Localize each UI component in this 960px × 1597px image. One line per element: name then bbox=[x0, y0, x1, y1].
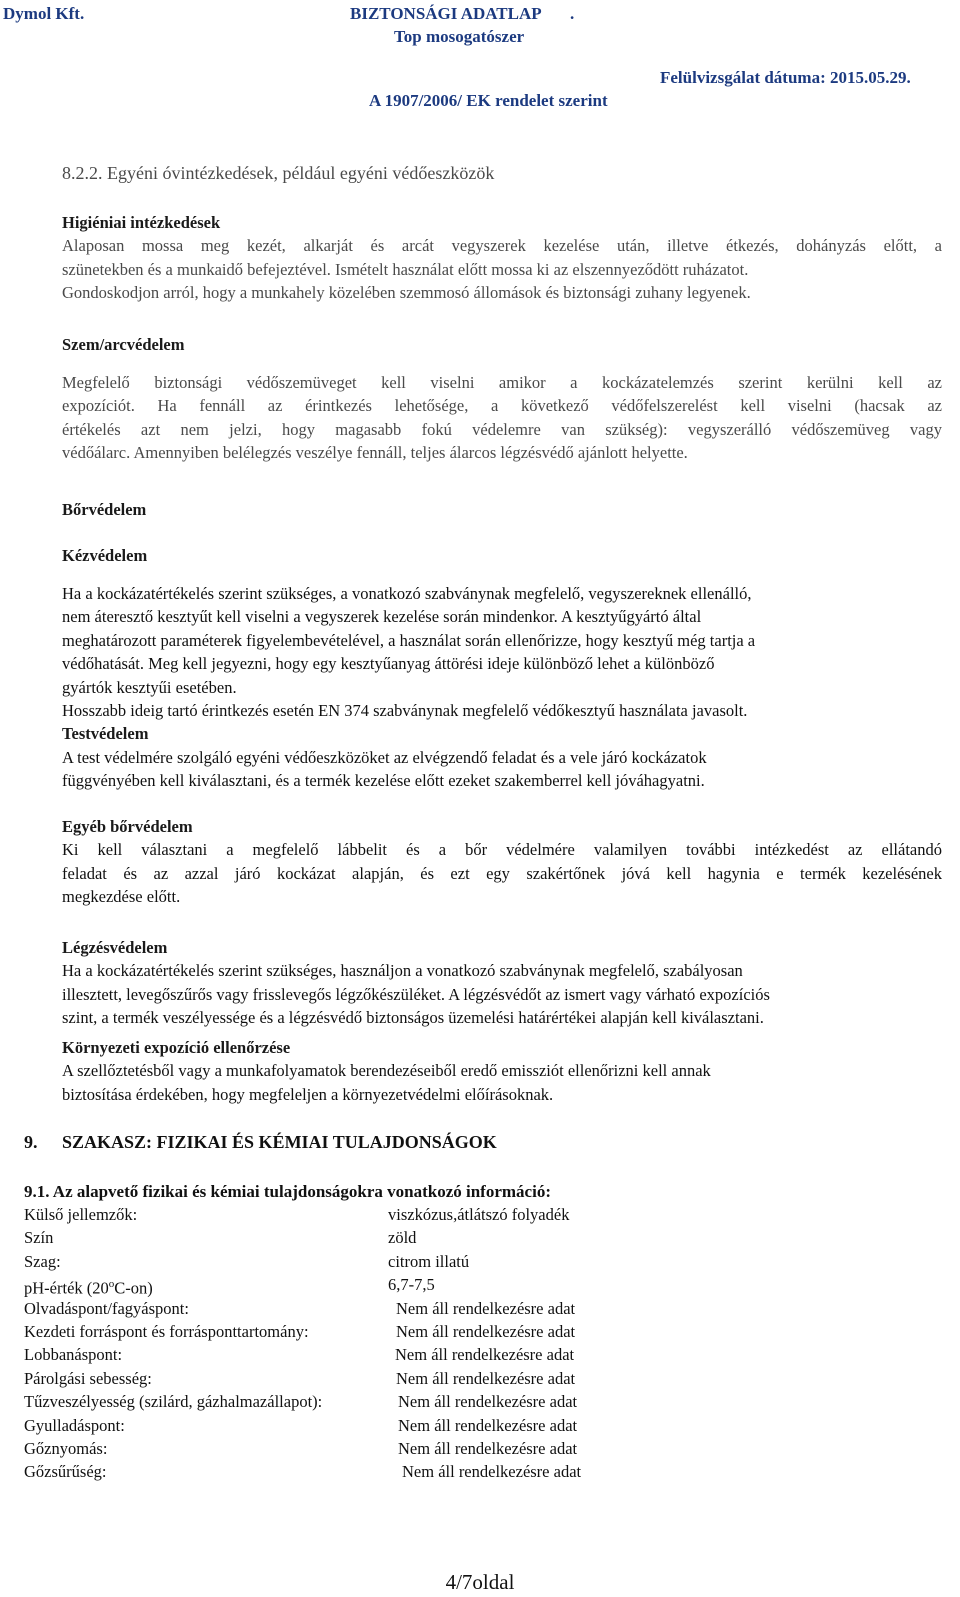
other-skin-block bbox=[62, 815, 942, 909]
eye-protection-text bbox=[62, 371, 942, 465]
section-8-2-2-heading-block bbox=[62, 162, 942, 185]
other-skin-line: Ki kell választani a megfelelő lábbelit és a bőr védelmére valamilyen további intézkedést az ellátandó bbox=[62, 840, 942, 860]
document-title: BIZTONSÁGI ADATLAP bbox=[350, 4, 542, 23]
hygiene-line: Gondoskodjon arról, hogy a munkahely közelében szemmosó állomások és biztonsági zuhany legyenek. bbox=[62, 283, 751, 303]
eye-protection-title: Szem/arcvédelem bbox=[62, 335, 185, 354]
property-label: Gőznyomás: bbox=[24, 1438, 108, 1458]
respiratory-line: illesztett, levegőszűrős vagy frisslevegős légzőkészüléket. A légzésvédőt az ismert vagy várható expozíciós bbox=[62, 984, 770, 1004]
section-9-1-heading-block bbox=[24, 1180, 924, 1203]
skin-protection-title: Bőrvédelem bbox=[62, 500, 147, 519]
hand-protection-text bbox=[62, 582, 942, 793]
property-label: Tűzveszélyesség (szilárd, gázhalmazállapot): bbox=[24, 1392, 323, 1412]
environmental-block bbox=[62, 1036, 942, 1106]
body-line: A test védelmére szolgáló egyéni védőeszközöket az elvégzendő feladat és a vele járó kockázatok bbox=[62, 747, 707, 767]
property-label: Kezdeti forráspont és forrásponttartomány: bbox=[24, 1321, 309, 1341]
hygiene-block bbox=[62, 211, 942, 305]
regulation-reference: A 1907/2006/ EK rendelet szerint bbox=[369, 91, 608, 110]
other-skin-line: megkezdése előtt. bbox=[62, 887, 181, 907]
property-row bbox=[24, 1367, 664, 1390]
section-9-1-heading: 9.1. Az alapvető fizikai és kémiai tulajdonságokra vonatkozó információ: bbox=[24, 1182, 551, 1201]
review-date: Felülvizsgálat dátuma: 2015.05.29. bbox=[660, 68, 911, 87]
page-number: 4/7oldal bbox=[445, 1570, 515, 1594]
other-skin-line: feladat és az azzal járó kockázat alapján, és ezt egy szakértőnek jóvá kell hagynia e termék kezelésének bbox=[62, 863, 942, 883]
hygiene-line: Alaposan mossa meg kezét, alkarját és arcát vegyszerek kezelése után, illetve étkezés, dohányzás előtt, a bbox=[62, 236, 942, 256]
property-value: zöld bbox=[388, 1228, 417, 1248]
property-value: Nem áll rendelkezésre adat bbox=[396, 1368, 576, 1388]
hand-protection-title: Kézvédelem bbox=[62, 546, 148, 565]
property-value: Nem áll rendelkezésre adat bbox=[398, 1392, 578, 1412]
skin-protection-block bbox=[62, 498, 942, 521]
property-value: Nem áll rendelkezésre adat bbox=[396, 1321, 576, 1341]
property-row bbox=[24, 1414, 664, 1437]
respiratory-title: Légzésvédelem bbox=[62, 938, 168, 957]
respiratory-block bbox=[62, 936, 942, 1030]
property-row bbox=[24, 1203, 664, 1226]
body-protection-title: Testvédelem bbox=[62, 724, 149, 744]
property-label: Lobbanáspont: bbox=[24, 1345, 123, 1365]
eye-protection-block bbox=[62, 333, 942, 356]
eye-line: értékelés azt nem jelzi, hogy magasabb fokú védelemre van szükség): vegyszerálló védőszemüveg vagy bbox=[62, 419, 942, 439]
section-9-heading bbox=[24, 1130, 924, 1154]
property-value: Nem áll rendelkezésre adat bbox=[396, 1298, 576, 1318]
company-name: Dymol Kft. bbox=[3, 4, 85, 23]
property-value: Nem áll rendelkezésre adat bbox=[398, 1438, 578, 1458]
eye-line: Megfelelő biztonsági védőszemüveget kell viselni amikor a kockázatelemzés szerint kerülni kell az bbox=[62, 373, 942, 392]
environmental-title: Környezeti expozíció ellenőrzése bbox=[62, 1038, 291, 1057]
property-row bbox=[24, 1273, 664, 1296]
properties-list bbox=[24, 1203, 664, 1484]
property-row bbox=[24, 1437, 664, 1460]
respiratory-line: szint, a termék veszélyessége és a légzésvédő biztonságos üzemelési határértékei alapján kell kiválasztani. bbox=[62, 1008, 764, 1028]
property-row bbox=[24, 1460, 664, 1483]
property-label: Párolgási sebesség: bbox=[24, 1368, 152, 1388]
property-value: Nem áll rendelkezésre adat bbox=[402, 1462, 582, 1482]
property-row bbox=[24, 1320, 664, 1343]
degree-superscript: o bbox=[108, 1278, 115, 1291]
header-dot: . bbox=[570, 4, 575, 23]
hand-line: nem áteresztő kesztyűt kell viselni a vegyszerek kezelése során mindenkor. A kesztyűgyártó által bbox=[62, 607, 702, 627]
other-skin-title: Egyéb bőrvédelem bbox=[62, 817, 193, 836]
property-row bbox=[24, 1390, 664, 1413]
environmental-line: biztosítása érdekében, hogy megfeleljen a környezetvédelmi előírásoknak. bbox=[62, 1084, 554, 1104]
eye-line: expozíciót. Ha fennáll az érintkezés lehetősége, a következő védőfelszerelést kell viselni (hacsak az bbox=[62, 396, 942, 416]
section-8-2-2-heading: 8.2.2. Egyéni óvintézkedések, például egyéni védőeszközök bbox=[62, 163, 495, 183]
body-line: függvényében kell kiválasztani, és a termék kezelése előtt ezeket szakemberrel kell jóváhagyatni. bbox=[62, 771, 705, 791]
property-row bbox=[24, 1343, 664, 1366]
property-label: Szín bbox=[24, 1228, 54, 1248]
property-value: Nem áll rendelkezésre adat bbox=[395, 1345, 575, 1365]
property-label: Gyulladáspont: bbox=[24, 1415, 125, 1435]
section-9-title: SZAKASZ: FIZIKAI ÉS KÉMIAI TULAJDONSÁGOK bbox=[62, 1132, 497, 1152]
property-label: Külső jellemzők: bbox=[24, 1205, 138, 1224]
section-9-number: 9. bbox=[24, 1132, 38, 1152]
property-row bbox=[24, 1226, 664, 1249]
hand-line: védőhatását. Meg kell jegyezni, hogy egy kesztyűanyag áttörési ideje különböző lehet a különböző bbox=[62, 654, 715, 674]
hand-line: gyártók kesztyűi esetében. bbox=[62, 677, 237, 697]
eye-line: védőálarc. Amennyiben belélegzés veszélye fennáll, teljes álarcos légzésvédő ajánlott helyette. bbox=[62, 443, 688, 463]
hygiene-line: szünetekben és a munkaidő befejeztével. Ismételt használat előtt mossa ki az elszennyeződött ruházatot. bbox=[62, 259, 749, 279]
property-value: Nem áll rendelkezésre adat bbox=[398, 1415, 578, 1435]
hygiene-title: Higiéniai intézkedések bbox=[62, 213, 221, 232]
environmental-line: A szellőztetésből vagy a munkafolyamatok berendezéseiből eredő emissziót ellenőrizni kell annak bbox=[62, 1061, 711, 1081]
property-row bbox=[24, 1250, 664, 1273]
product-name: Top mosogatószer bbox=[394, 27, 525, 46]
hand-protection-title-block bbox=[62, 544, 942, 567]
respiratory-line: Ha a kockázatértékelés szerint szükséges, használjon a vonatkozó szabványnak megfelelő, szabályosan bbox=[62, 961, 743, 981]
property-row bbox=[24, 1297, 664, 1320]
property-value: citrom illatú bbox=[388, 1251, 470, 1271]
property-label: Gőzsűrűség: bbox=[24, 1462, 107, 1482]
property-label: Olvadáspont/fagyáspont: bbox=[24, 1298, 189, 1318]
hand-line: Ha a kockázatértékelés szerint szükséges, a vonatkozó szabványnak megfelelő, vegyszereknek ellenálló, bbox=[62, 584, 752, 603]
property-label-part: pH-érték (20 bbox=[24, 1278, 109, 1298]
hand-line: Hosszabb ideig tartó érintkezés esetén EN 374 szabványnak megfelelő védőkesztyű használata javasolt. bbox=[62, 701, 748, 721]
property-label: Szag: bbox=[24, 1251, 61, 1271]
property-label-part: C-on) bbox=[114, 1278, 153, 1298]
hand-line: meghatározott paraméterek figyelembevételével, a használat során ellenőrizze, hogy kesztyű még tartja a bbox=[62, 630, 756, 650]
property-value: viszkózus,átlátszó folyadék bbox=[388, 1205, 570, 1224]
property-value: 6,7-7,5 bbox=[388, 1275, 435, 1295]
